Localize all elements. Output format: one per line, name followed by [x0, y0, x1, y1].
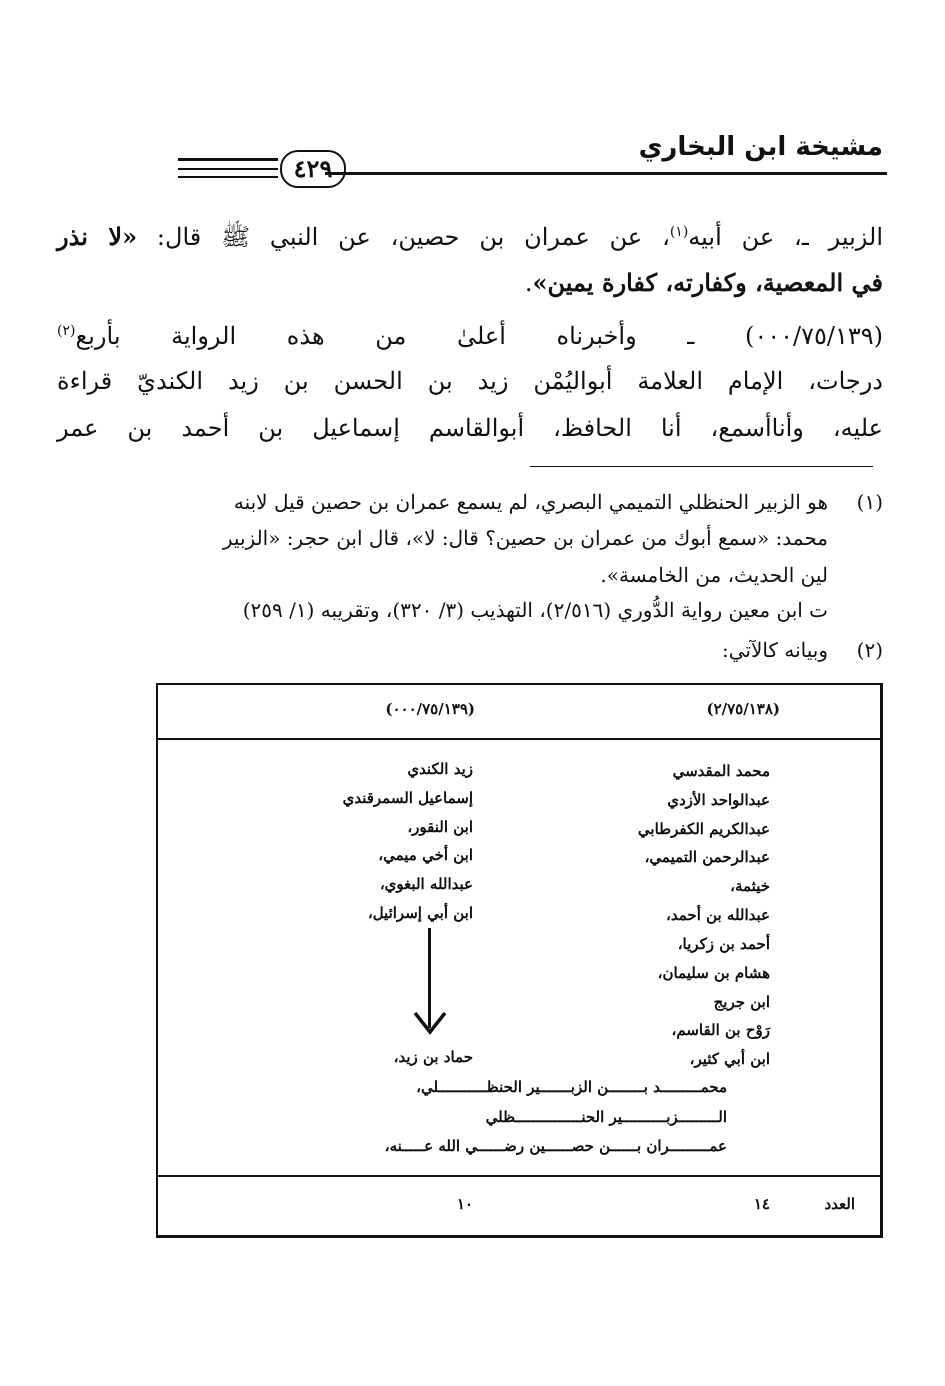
table-header-rule: [156, 738, 880, 740]
body-line-3: (٠٠٠/٧٥/١٣٩) ـ وأخبرناه أعلىٰ من هذه الرواية بأربع$^{(٢)}$: [57, 322, 883, 350]
right-chain-narrator: ابن أبي كثير،: [689, 1050, 770, 1068]
left-chain-narrator: ابن أبي إسرائيل،: [367, 904, 473, 922]
footnote-1-line-3: لين الحديث، من الخامسة».: [600, 563, 828, 587]
header-rule-left: [178, 176, 278, 178]
left-chain-narrator: ابن النقور،: [407, 818, 473, 836]
right-chain-narrator: رَوْح بن القاسم،: [671, 1021, 770, 1039]
arrow-down-icon: [412, 1010, 448, 1036]
footnote-1-line-1: (١) هو الزبير الحنظلي التميمي البصري، لم يسمع عمران بن حصين قيل لابنه: [233, 490, 883, 514]
header-rule-left: [178, 158, 278, 161]
column-header-right: (٢/٧٥/١٣٨): [706, 700, 780, 718]
right-chain-narrator: عبدالله بن أحمد،: [666, 906, 770, 924]
body-line-4: درجات، الإمام العلامة أبواليُمْن زيد بن الحسن بن زيد الكنديّ قراءة: [57, 367, 883, 395]
shared-chain-line: عمـــــــــران بــــــن حصــــــين رضــــــي الله عـــــنه،: [384, 1137, 727, 1155]
footnote-1-line-2: محمد: «سمع أبوك من عمران بن حصين؟ قال: لا»، قال ابن حجر: «الزبير: [222, 526, 828, 550]
right-chain-narrator: عبدالواحد الأزدي: [667, 791, 770, 809]
table-footer-rule: [156, 1175, 880, 1177]
column-header-left: (٠٠٠/٧٥/١٣٩): [385, 700, 475, 718]
right-chain-narrator: ابن جريج: [713, 993, 770, 1011]
right-chain-narrator: خيثمة،: [730, 877, 770, 895]
right-count: ١٤: [753, 1195, 770, 1213]
left-chain-narrator: ابن أخي ميمي،: [378, 846, 473, 864]
header-rule: [325, 172, 887, 175]
running-head-title: مشيخة ابن البخاري: [638, 132, 883, 162]
footnote-1-line-4: ت ابن معين رواية الدُّوري (٢/٥١٦)، التهذيب (٣/ ٣٢٠)، وتقريبه (١/ ٢٥٩): [242, 598, 828, 622]
shared-chain-line: محمـــــــــد بــــــــن الزبـــــــير الحنظـــــــــــلي،: [416, 1078, 727, 1096]
right-chain-narrator: عبدالرحمن التميمي،: [644, 848, 770, 866]
left-chain-narrator: عبدالله البغوي،: [379, 875, 473, 893]
footnote-2-line-1: (٢) وبيانه كالآتي:: [722, 638, 883, 662]
shared-chain-line: الـــــــــزبــــــــــير الحنـــــــــــــــظلي: [485, 1108, 727, 1126]
left-count: ١٠: [456, 1195, 473, 1213]
header-rule-left: [178, 168, 278, 170]
right-chain-narrator: محمد المقدسي: [672, 762, 770, 780]
footnote-separator: [530, 466, 873, 467]
right-chain-narrator: عبدالكريم الكفرطابي: [637, 820, 770, 838]
body-line-1: الزبير ـ، عن أبيه$^{(١)}$، عن عمران بن حصين، عن النبي ﷺ قال: «لا نذر: [57, 222, 883, 251]
left-chain-narrator: إسماعيل السمرقندي: [342, 789, 473, 807]
right-chain-narrator: هشام بن سليمان،: [657, 964, 770, 982]
left-chain-narrator: حماد بن زيد،: [393, 1048, 473, 1066]
count-label: العدد: [824, 1195, 855, 1213]
body-line-5: عليه، وأناأسمع، أنا الحافظ، أبوالقاسم إسماعيل بن أحمد بن عمر: [57, 414, 883, 442]
right-chain-narrator: أحمد بن زكريا،: [677, 935, 770, 953]
left-chain-narrator: زيد الكندي: [407, 760, 473, 778]
page-number: ٤٢٩: [280, 150, 346, 188]
body-line-2: في المعصية، وكفارته، كفارة يمين».: [524, 268, 883, 297]
